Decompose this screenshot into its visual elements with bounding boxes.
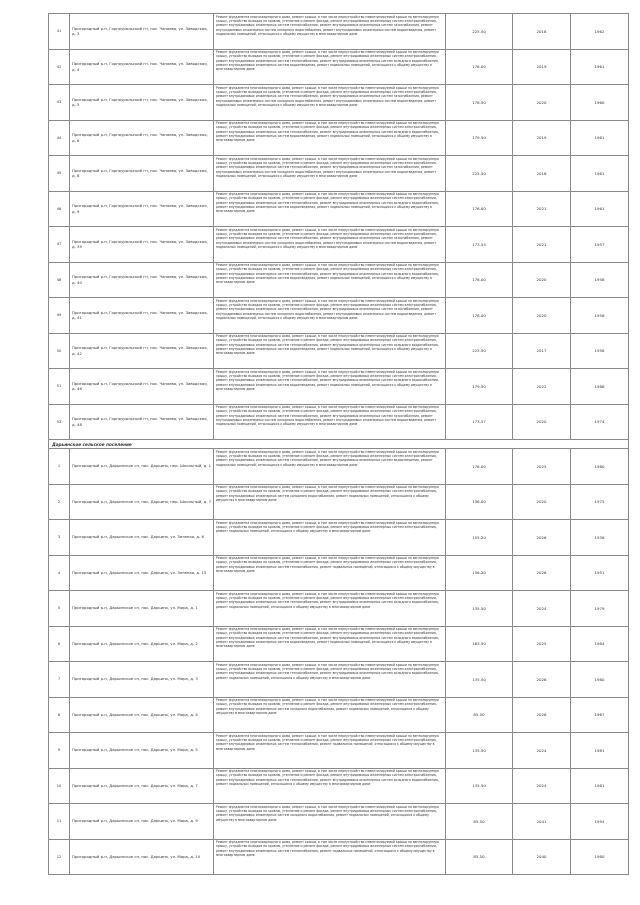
table-row <box>49 85 629 121</box>
row-works: Ремонт фундамента многоквартирного дома, ремонт крыши, в том числе переустройство невентилируемой крыши на вентилируемую крышу, устройство выходов на кровлю, утепление и ремонт фасада, ремонт внутридомовых инженерных систем электроснабжения, ремонт внутридомовых инженерных систем теплоснабжения, ремонт внутридомовых инженерных систем газоснабжения, ремонт внутридомовых инженерных систем холодного водоснабжения, ремонт внутридомовых инженерных систем водоотведения, ремонт подвальных помещений, относящихся к общему имуществу в многоквартирном доме <box>216 156 439 178</box>
row-works: Ремонт фундамента многоквартирного дома, ремонт крыши, в том числе переустройство невентилируемой крыши на вентилируемую крышу, устройство выходов на кровлю, утепление и ремонт фасада, ремонт внутридомовых инженерных систем электроснабжения, ремонт внутридомовых инженерных систем холодного водоснабжения, ремонт подвальных помещений, относящихся к общему имуществу в многоквартирном доме <box>216 698 439 716</box>
row-number: 48 <box>49 262 70 298</box>
row-year-repair: 2041 <box>513 804 571 840</box>
row-works: Ремонт фундамента многоквартирного дома, ремонт крыши, в том числе переустройство невентилируемой крыши на вентилируемую крышу, устройство выходов на кровлю, утепление и ремонт фасада, ремонт внутридомовых инженерных систем электроснабжения, ремонт внутридомовых инженерных систем холодного водоснабжения, ремонт подвальных помещений, относящихся к общему имуществу в многоквартирном доме <box>216 485 439 503</box>
table-row <box>49 262 629 298</box>
row-works: Ремонт фундамента многоквартирного дома, ремонт крыши, в том числе переустройство невентилируемой крыши на вентилируемую крышу, устройство выходов на кровлю, утепление и ремонт фасада, ремонт внутридомовых инженерных систем электроснабжения, ремонт внутридомовых инженерных систем теплоснабжения, ремонт внутридомовых инженерных систем холодного водоснабжения, ремонт внутридомовых инженерных систем водоотведения, ремонт подвальных помещений, относящихся к общему имуществу в многоквартирном доме <box>216 50 439 72</box>
row-area: 176.00 <box>446 49 513 85</box>
table-row <box>49 733 629 769</box>
row-year-repair: 2019 <box>513 120 571 156</box>
table-row <box>49 520 629 556</box>
row-year-repair: 2017 <box>513 333 571 369</box>
row-year-built: 1951 <box>571 555 629 591</box>
row-number: 42 <box>49 49 70 85</box>
row-number: 3 <box>49 520 70 556</box>
row-works-cell <box>214 369 446 405</box>
row-year-repair: 2021 <box>513 191 571 227</box>
row-works: Ремонт фундамента многоквартирного дома, ремонт крыши, в том числе переустройство невентилируемой крыши на вентилируемую крышу, устройство выходов на кровлю, утепление и ремонт фасада, ремонт внутридомовых инженерных систем электроснабжения, ремонт внутридомовых инженерных систем теплоснабжения, ремонт внутридомовых инженерных систем холодного водоснабжения, ремонт подвальных помещений, относящихся к общему имуществу в многоквартирном доме <box>216 591 439 609</box>
row-year-built: 1980 <box>571 839 629 875</box>
row-year-repair: 2020 <box>513 262 571 298</box>
row-year-repair: 2022 <box>513 369 571 405</box>
row-year-built: 1979 <box>571 591 629 627</box>
row-works: Ремонт фундамента многоквартирного дома, ремонт крыши, в том числе переустройство невентилируемой крыши на вентилируемую крышу, устройство выходов на кровлю, утепление и ремонт фасада, ремонт внутридомовых инженерных систем электроснабжения, ремонт подвальных помещений, относящихся к общему имуществу в многоквартирном доме <box>216 520 439 534</box>
row-year-built: 1957 <box>571 227 629 263</box>
row-area: 225.50 <box>446 14 513 50</box>
row-year-built: 1961 <box>571 120 629 156</box>
table-row <box>49 804 629 840</box>
row-address: Пригородный р-н, Дарьинское сп, пос. Дарьино, ул. Мира, д. 7 <box>70 768 214 804</box>
row-works-cell <box>214 14 446 50</box>
row-year-built: 1986 <box>571 369 629 405</box>
row-year-built: 1962 <box>571 14 629 50</box>
row-works-cell <box>214 555 446 591</box>
row-area: 176.00 <box>446 449 513 485</box>
row-year-repair: 2020 <box>513 404 571 440</box>
row-works: Ремонт фундамента многоквартирного дома, ремонт крыши, в том числе переустройство невентилируемой крыши на вентилируемую крышу, устройство выходов на кровлю, утепление и ремонт фасада, ремонт внутридомовых инженерных систем электроснабжения, ремонт внутридомовых инженерных систем теплоснабжения, ремонт внутридомовых инженерных систем холодного водоснабжения, ремонт подвальных помещений, относящихся к общему имуществу в многоквартирном доме <box>216 769 439 787</box>
row-address: Пригородный р-н, Дарьинское сп, пос. Дарьино, ул. Мира, д. 4 <box>70 697 214 733</box>
row-year-repair: 2026 <box>513 697 571 733</box>
row-number: 46 <box>49 191 70 227</box>
row-address: Пригородный р-н, Горноуральский гп, пос. Чапаева, ул. Заводская, д. 40 <box>70 262 214 298</box>
table-row <box>49 484 629 520</box>
row-works: Ремонт фундамента многоквартирного дома, ремонт крыши, в том числе переустройство невентилируемой крыши на вентилируемую крышу, устройство выходов на кровлю, утепление и ремонт фасада, ремонт внутридомовых инженерных систем электроснабжения, ремонт внутридомовых инженерных систем теплоснабжения, ремонт внутридомовых инженерных систем газоснабжения, ремонт внутридомовых инженерных систем холодного водоснабжения, ремонт внутридомовых инженерных систем водоотведения, ремонт подвальных помещений, относящихся к общему имуществу в многоквартирном доме <box>216 405 439 427</box>
row-address: Пригородный р-н, Горноуральский гп, пос. Чапаева, ул. Заводская, д. 9 <box>70 191 214 227</box>
table-row <box>49 662 629 698</box>
row-year-built: 1936 <box>571 520 629 556</box>
row-works: Ремонт фундамента многоквартирного дома, ремонт крыши, в том числе переустройство невентилируемой крыши на вентилируемую крышу, устройство выходов на кровлю, утепление и ремонт фасада, ремонт внутридомовых инженерных систем электроснабжения, ремонт внутридомовых инженерных систем теплоснабжения, ремонт внутридомовых инженерных систем холодного водоснабжения, ремонт подвальных помещений, относящихся к общему имуществу в многоквартирном доме <box>216 662 439 680</box>
row-works-cell <box>214 662 446 698</box>
section-title: Дарьинское сельское поселение <box>49 440 629 449</box>
table-section-second <box>49 449 629 875</box>
row-address: Пригородный р-н, Горноуральский гп, пос. Чапаева, ул. Заводская, д. 42 <box>70 333 214 369</box>
row-year-built: 1974 <box>571 404 629 440</box>
row-address: Пригородный р-н, Дарьинское сп, пос. Дарьино, ул. Мира, д. 9 <box>70 804 214 840</box>
row-number: 6 <box>49 626 70 662</box>
row-year-built: 1980 <box>571 662 629 698</box>
row-year-built: 1975 <box>571 484 629 520</box>
table-row <box>49 449 629 485</box>
row-year-repair: 2040 <box>513 839 571 875</box>
row-number: 51 <box>49 369 70 405</box>
row-year-built: 1958 <box>571 262 629 298</box>
row-year-built: 1980 <box>571 449 629 485</box>
row-number: 50 <box>49 333 70 369</box>
row-number: 12 <box>49 839 70 875</box>
row-area: 85.50 <box>446 839 513 875</box>
row-works: Ремонт фундамента многоквартирного дома, ремонт крыши, в том числе переустройство невентилируемой крыши на вентилируемую крышу, устройство выходов на кровлю, утепление и ремонт фасада, ремонт внутридомовых инженерных систем электроснабжения, ремонт внутридомовых инженерных систем теплоснабжения, ремонт внутридомовых инженерных систем холодного водоснабжения, ремонт внутридомовых инженерных систем водоотведения, ремонт подвальных помещений, относящихся к общему имуществу в многоквартирном доме <box>216 121 439 143</box>
row-number: 41 <box>49 14 70 50</box>
row-year-built: 1958 <box>571 333 629 369</box>
row-year-repair: 2025 <box>513 626 571 662</box>
table-row <box>49 49 629 85</box>
row-works-cell <box>214 333 446 369</box>
row-area: 155.20 <box>446 520 513 556</box>
row-works: Ремонт фундамента многоквартирного дома, ремонт крыши, в том числе переустройство невентилируемой крыши на вентилируемую крышу, устройство выходов на кровлю, утепление и ремонт фасада, ремонт внутридомовых инженерных систем электроснабжения, ремонт внутридомовых инженерных систем теплоснабжения, ремонт внутридомовых инженерных систем газоснабжения, ремонт внутридомовых инженерных систем холодного водоснабжения, ремонт внутридомовых инженерных систем водоотведения, ремонт подвальных помещений, относящихся к общему имуществу в многоквартирном доме <box>216 14 439 36</box>
row-works-cell <box>214 298 446 334</box>
row-works-cell <box>214 520 446 556</box>
row-works: Ремонт фундамента многоквартирного дома, ремонт крыши, в том числе переустройство невентилируемой крыши на вентилируемую крышу, устройство выходов на кровлю, утепление и ремонт фасада, ремонт внутридомовых инженерных систем электроснабжения, ремонт внутридомовых инженерных систем теплоснабжения, ремонт внутридомовых инженерных систем холодного водоснабжения, ремонт внутридомовых инженерных систем водоотведения, ремонт подвальных помещений, относящихся к общему имуществу в многоквартирном доме <box>216 369 439 391</box>
row-works-cell <box>214 156 446 192</box>
row-year-built: 1981 <box>571 733 629 769</box>
row-year-repair: 2020 <box>513 298 571 334</box>
row-address: Пригородный р-н, Горноуральский гп, пос. Чапаева, ул. Заводская, д. 39 <box>70 227 214 263</box>
row-area: 173.57 <box>446 404 513 440</box>
row-area: 163.50 <box>446 626 513 662</box>
table-row <box>49 298 629 334</box>
table-row <box>49 333 629 369</box>
row-works: Ремонт фундамента многоквартирного дома, ремонт крыши, в том числе переустройство невентилируемой крыши на вентилируемую крышу, устройство выходов на кровлю, утепление и ремонт фасада, ремонт внутридомовых инженерных систем электроснабжения, ремонт внутридомовых инженерных систем теплоснабжения, ремонт внутридомовых инженерных систем газоснабжения, ремонт внутридомовых инженерных систем холодного водоснабжения, ремонт внутридомовых инженерных систем водоотведения, ремонт подвальных помещений, относящихся к общему имуществу в многоквартирном доме <box>216 85 439 107</box>
table-row <box>49 768 629 804</box>
row-area: 156.20 <box>446 555 513 591</box>
row-works-cell <box>214 484 446 520</box>
row-address: Пригородный р-н, Горноуральский гп, пос. Чапаева, ул. Заводская, д. 3 <box>70 14 214 50</box>
row-address: Пригородный р-н, Горноуральский гп, пос. Чапаева, ул. Заводская, д. 8 <box>70 156 214 192</box>
table-row <box>49 697 629 733</box>
row-number: 49 <box>49 298 70 334</box>
row-address: Пригородный р-н, Горноуральский гп, пос. Чапаева, ул. Заводская, д. 5 <box>70 85 214 121</box>
table-row <box>49 626 629 662</box>
row-address: Пригородный р-н, Горноуральский гп, пос. Чапаева, ул. Заводская, д. 46 <box>70 369 214 405</box>
row-works-cell <box>214 697 446 733</box>
row-area: 135.50 <box>446 591 513 627</box>
row-works-cell <box>214 768 446 804</box>
row-number: 11 <box>49 804 70 840</box>
table-row <box>49 404 629 440</box>
row-year-repair: 2026 <box>513 662 571 698</box>
row-area: 176.00 <box>446 191 513 227</box>
table-row <box>49 14 629 50</box>
row-area: 176.50 <box>446 85 513 121</box>
table-row <box>49 839 629 875</box>
row-year-repair: 2024 <box>513 591 571 627</box>
row-works: Ремонт фундамента многоквартирного дома, ремонт крыши, в том числе переустройство невентилируемой крыши на вентилируемую крышу, устройство выходов на кровлю, утепление и ремонт фасада, ремонт внутридомовых инженерных систем электроснабжения, ремонт внутридомовых инженерных систем теплоснабжения, ремонт внутридомовых инженерных систем водоотведения, ремонт подвальных помещений, относящихся к общему имуществу в многоквартирном доме <box>216 449 439 467</box>
row-number: 52 <box>49 404 70 440</box>
row-address: Пригородный р-н, Дарьинское сп, пос. Дарьино, пер. Школьный, д. 1 <box>70 449 214 485</box>
row-number: 5 <box>49 591 70 627</box>
row-works: Ремонт фундамента многоквартирного дома, ремонт крыши, в том числе переустройство невентилируемой крыши на вентилируемую крышу, устройство выходов на кровлю, утепление и ремонт фасада, ремонт внутридомовых инженерных систем электроснабжения, ремонт внутридомовых инженерных систем теплоснабжения, ремонт подвальных помещений, относящихся к общему имуществу в многоквартирном доме <box>216 733 439 751</box>
row-year-repair: 2019 <box>513 49 571 85</box>
row-number: 2 <box>49 484 70 520</box>
row-year-repair: 2025 <box>513 449 571 485</box>
row-area: 85.50 <box>446 697 513 733</box>
row-year-built: 1960 <box>571 85 629 121</box>
row-works: Ремонт фундамента многоквартирного дома, ремонт крыши, в том числе переустройство невентилируемой крыши на вентилируемую крышу, устройство выходов на кровлю, утепление и ремонт фасада, ремонт внутридомовых инженерных систем электроснабжения, ремонт внутридомовых инженерных систем холодного водоснабжения, ремонт подвальных помещений, относящихся к общему имуществу в многоквартирном доме <box>216 804 439 822</box>
row-year-repair: 2020 <box>513 85 571 121</box>
row-works-cell <box>214 449 446 485</box>
row-year-repair: 2021 <box>513 227 571 263</box>
row-address: Пригородный р-н, Дарьинское сп, пос. Дарьино, ул. Мира, д. 10 <box>70 839 214 875</box>
row-works: Ремонт фундамента многоквартирного дома, ремонт крыши, в том числе переустройство невентилируемой крыши на вентилируемую крышу, устройство выходов на кровлю, утепление и ремонт фасада, ремонт внутридомовых инженерных систем электроснабжения, ремонт внутридомовых инженерных систем теплоснабжения, ремонт внутридомовых инженерных систем холодного водоснабжения, ремонт внутридомовых инженерных систем водоотведения, ремонт подвальных помещений, относящихся к общему имуществу в многоквартирном доме <box>216 263 439 285</box>
row-area: 85.50 <box>446 804 513 840</box>
row-year-repair: 2026 <box>513 555 571 591</box>
row-number: 7 <box>49 662 70 698</box>
table-row <box>49 369 629 405</box>
row-address: Пригородный р-н, Дарьинское сп, пос. Дарьино, ул. Мира, д. 2 <box>70 626 214 662</box>
row-number: 44 <box>49 120 70 156</box>
row-number: 10 <box>49 768 70 804</box>
row-works: Ремонт фундамента многоквартирного дома, ремонт крыши, в том числе переустройство невентилируемой крыши на вентилируемую крышу, устройство выходов на кровлю, утепление и ремонт фасада, ремонт внутридомовых инженерных систем электроснабжения, ремонт внутридомовых инженерных систем теплоснабжения, ремонт подвальных помещений, относящихся к общему имуществу в многоквартирном доме <box>216 840 439 858</box>
row-year-repair: 2024 <box>513 768 571 804</box>
table-section-header <box>49 440 629 449</box>
row-number: 45 <box>49 156 70 192</box>
table-row <box>49 555 629 591</box>
row-year-built: 1994 <box>571 804 629 840</box>
table-row <box>49 191 629 227</box>
row-year-repair: 2018 <box>513 156 571 192</box>
row-number: 1 <box>49 449 70 485</box>
row-area: 173.54 <box>446 227 513 263</box>
row-area: 176.00 <box>446 262 513 298</box>
row-area: 135.50 <box>446 733 513 769</box>
row-area: 176.00 <box>446 298 513 334</box>
row-area: 179.50 <box>446 120 513 156</box>
row-works: Ремонт фундамента многоквартирного дома, ремонт крыши, в том числе переустройство невентилируемой крыши на вентилируемую крышу, устройство выходов на кровлю, утепление и ремонт фасада, ремонт внутридомовых инженерных систем электроснабжения, ремонт внутридомовых инженерных систем теплоснабжения, ремонт внутридомовых инженерных систем холодного водоснабжения, ремонт внутридомовых инженерных систем водоотведения, ремонт подвальных помещений, относящихся к общему имуществу в многоквартирном доме <box>216 627 439 649</box>
row-area: 179.50 <box>446 369 513 405</box>
row-year-built: 1984 <box>571 626 629 662</box>
row-works-cell <box>214 404 446 440</box>
row-year-repair: 2020 <box>513 484 571 520</box>
row-works-cell <box>214 227 446 263</box>
row-works-cell <box>214 591 446 627</box>
row-works-cell <box>214 191 446 227</box>
row-area: 136.00 <box>446 484 513 520</box>
row-number: 9 <box>49 733 70 769</box>
row-number: 4 <box>49 555 70 591</box>
row-works-cell <box>214 804 446 840</box>
row-year-built: 1956 <box>571 298 629 334</box>
row-area: 225.50 <box>446 156 513 192</box>
table-row <box>49 591 629 627</box>
row-year-built: 1961 <box>571 156 629 192</box>
row-area: 225.50 <box>446 333 513 369</box>
row-address: Пригородный р-н, Горноуральский гп, пос. Чапаева, ул. Заводская, д. 48 <box>70 404 214 440</box>
row-year-repair: 2026 <box>513 520 571 556</box>
row-number: 47 <box>49 227 70 263</box>
row-works-cell <box>214 120 446 156</box>
row-number: 43 <box>49 85 70 121</box>
row-address: Пригородный р-н, Горноуральский гп, пос. Чапаева, ул. Заводская, д. 4 <box>70 49 214 85</box>
row-address: Пригородный р-н, Дарьинское сп, пос. Дарьино, ул. Мира, д. 5 <box>70 733 214 769</box>
table-section-first <box>49 14 629 440</box>
row-year-repair: 2018 <box>513 14 571 50</box>
document-page <box>48 13 608 875</box>
row-works-cell <box>214 262 446 298</box>
table-row <box>49 120 629 156</box>
row-year-built: 1967 <box>571 697 629 733</box>
row-number: 8 <box>49 697 70 733</box>
row-works: Ремонт фундамента многоквартирного дома, ремонт крыши, в том числе переустройство невентилируемой крыши на вентилируемую крышу, устройство выходов на кровлю, утепление и ремонт фасада, ремонт внутридомовых инженерных систем электроснабжения, ремонт внутридомовых инженерных систем теплоснабжения, ремонт подвальных помещений, относящихся к общему имуществу в многоквартирном доме <box>216 556 439 574</box>
row-address: Пригородный р-н, Горноуральский гп, пос. Чапаева, ул. Заводская, д. 41 <box>70 298 214 334</box>
row-works-cell <box>214 49 446 85</box>
row-address: Пригородный р-н, Дарьинское сп, пос. Дарьино, пер. Школьный, д. 7 <box>70 484 214 520</box>
row-area: 135.50 <box>446 768 513 804</box>
row-address: Пригородный р-н, Дарьинское сп, пос. Дарьино, ул. Зеленая, д. 15 <box>70 555 214 591</box>
section-title-row <box>49 440 629 449</box>
row-works: Ремонт фундамента многоквартирного дома, ремонт крыши, в том числе переустройство невентилируемой крыши на вентилируемую крышу, устройство выходов на кровлю, утепление и ремонт фасада, ремонт внутридомовых инженерных систем электроснабжения, ремонт внутридомовых инженерных систем теплоснабжения, ремонт внутридомовых инженерных систем газоснабжения, ремонт внутридомовых инженерных систем холодного водоснабжения, ремонт внутридомовых инженерных систем водоотведения, ремонт подвальных помещений, относящихся к общему имуществу в многоквартирном доме <box>216 298 439 320</box>
row-works-cell <box>214 85 446 121</box>
row-works: Ремонт фундамента многоквартирного дома, ремонт крыши, в том числе переустройство невентилируемой крыши на вентилируемую крышу, устройство выходов на кровлю, утепление и ремонт фасада, ремонт внутридомовых инженерных систем электроснабжения, ремонт внутридомовых инженерных систем теплоснабжения, ремонт внутридомовых инженерных систем холодного водоснабжения, ремонт внутридомовых инженерных систем водоотведения, ремонт подвальных помещений, относящихся к общему имуществу в многоквартирном доме <box>216 334 439 356</box>
table-row <box>49 227 629 263</box>
row-works: Ремонт фундамента многоквартирного дома, ремонт крыши, в том числе переустройство невентилируемой крыши на вентилируемую крышу, устройство выходов на кровлю, утепление и ремонт фасада, ремонт внутридомовых инженерных систем электроснабжения, ремонт внутридомовых инженерных систем теплоснабжения, ремонт внутридомовых инженерных систем холодного водоснабжения, ремонт внутридомовых инженерных систем водоотведения, ремонт подвальных помещений, относящихся к общему имуществу в многоквартирном доме <box>216 192 439 214</box>
row-address: Пригородный р-н, Дарьинское сп, пос. Дарьино, ул. Мира, д. 1 <box>70 591 214 627</box>
row-works-cell <box>214 839 446 875</box>
row-year-repair: 2024 <box>513 733 571 769</box>
row-year-built: 1961 <box>571 49 629 85</box>
row-year-built: 1961 <box>571 191 629 227</box>
row-works: Ремонт фундамента многоквартирного дома, ремонт крыши, в том числе переустройство невентилируемой крыши на вентилируемую крышу, устройство выходов на кровлю, утепление и ремонт фасада, ремонт внутридомовых инженерных систем электроснабжения, ремонт внутридомовых инженерных систем теплоснабжения, ремонт внутридомовых инженерных систем газоснабжения, ремонт внутридомовых инженерных систем холодного водоснабжения, ремонт внутридомовых инженерных систем водоотведения, ремонт подвальных помещений, относящихся к общему имуществу в многоквартирном доме <box>216 227 439 249</box>
row-works-cell <box>214 733 446 769</box>
row-address: Пригородный р-н, Дарьинское сп, пос. Дарьино, ул. Мира, д. 3 <box>70 662 214 698</box>
row-address: Пригородный р-н, Дарьинское сп, пос. Дарьино, ул. Зеленая, д. 6 <box>70 520 214 556</box>
row-area: 135.50 <box>446 662 513 698</box>
row-address: Пригородный р-н, Горноуральский гп, пос. Чапаева, ул. Заводская, д. 6 <box>70 120 214 156</box>
table-row <box>49 156 629 192</box>
row-year-built: 1981 <box>571 768 629 804</box>
repair-program-table <box>48 13 629 875</box>
row-works-cell <box>214 626 446 662</box>
